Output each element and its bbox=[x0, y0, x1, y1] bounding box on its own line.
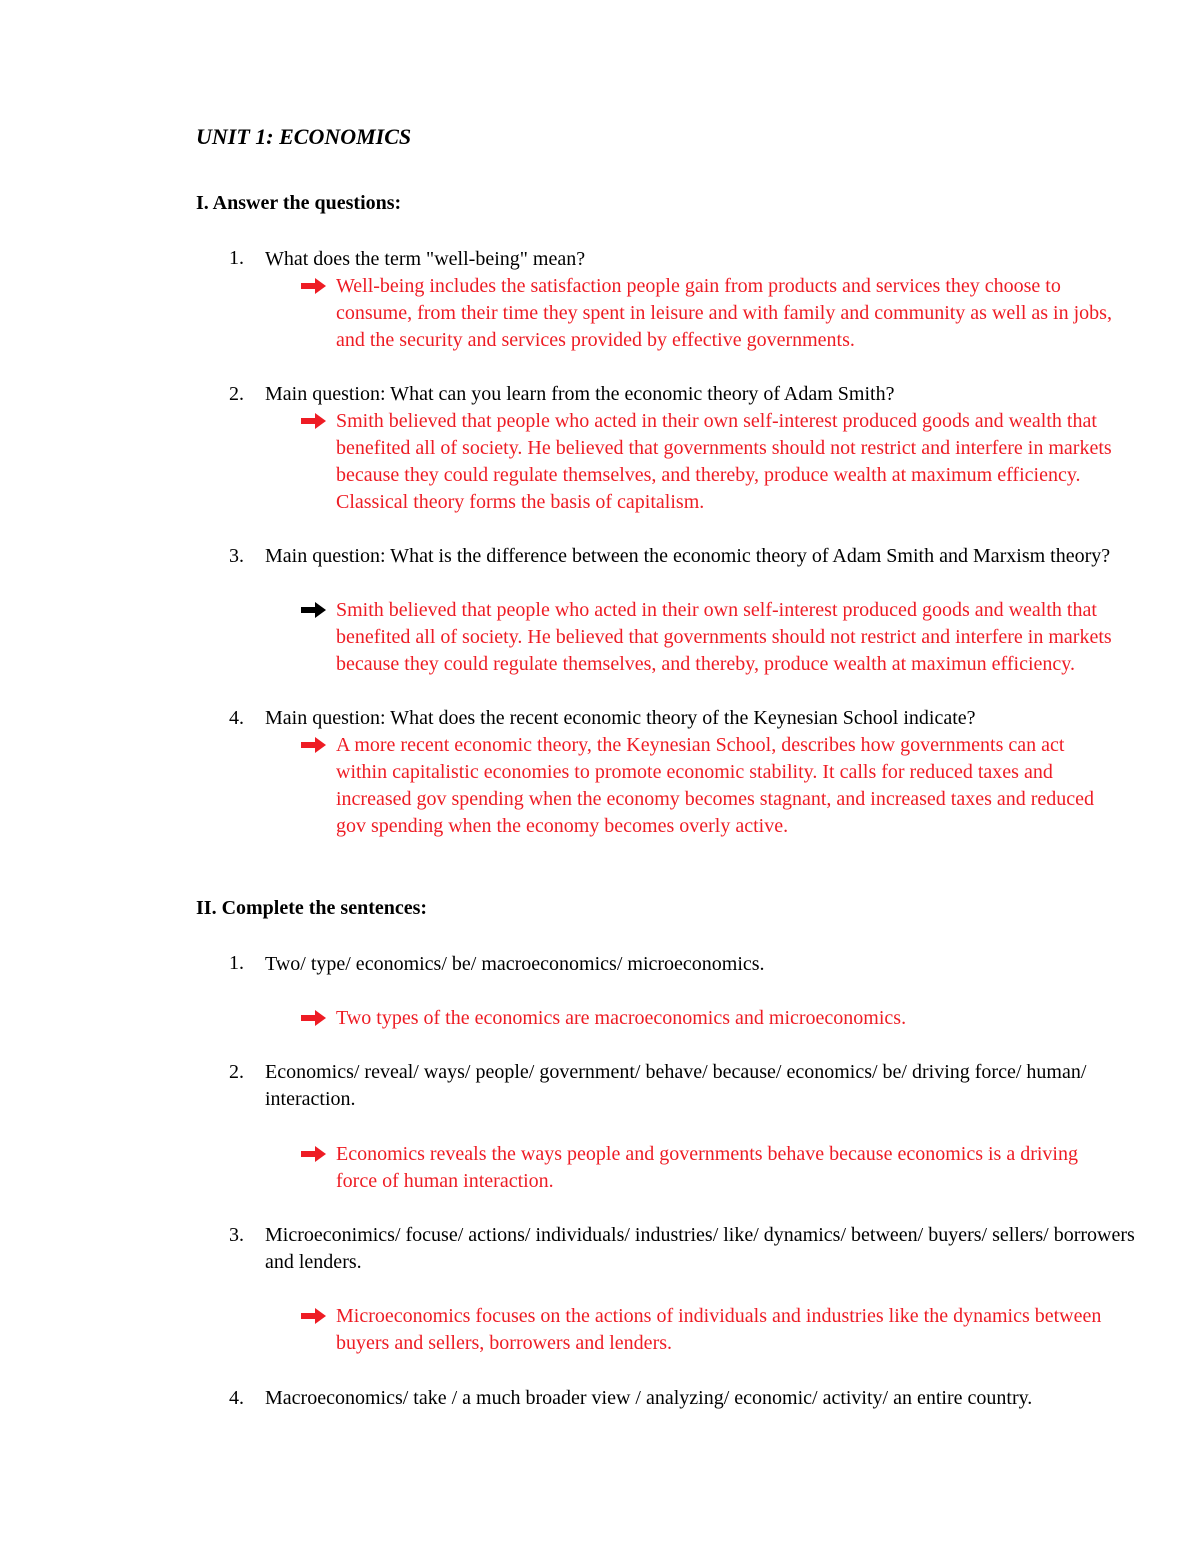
right-arrow-icon bbox=[300, 1144, 328, 1164]
right-arrow-icon bbox=[300, 600, 328, 620]
prompt-text: Economics/ reveal/ ways/ people/ government/ behave/ because/ economics/ be/ driving force/ human/ interaction. bbox=[265, 1061, 1087, 1110]
prompt-number: 3. bbox=[229, 1224, 244, 1246]
answer-text: A more recent economic theory, the Keynesian School, describes how governments can act within capitalistic economies to promote economic stability. It calls for reduced taxes and increased gov spending when the economy becomes stagnant, and increased taxes and reduced gov spending when the economy becomes overly active. bbox=[336, 734, 1095, 837]
question-number: 4. bbox=[229, 707, 244, 729]
question-text: Main question: What does the recent economic theory of the Keynesian School indicate? bbox=[265, 707, 976, 729]
prompt-number: 1. bbox=[229, 952, 244, 974]
question-text: Main question: What is the difference between the economic theory of Adam Smith and Marxism theory? bbox=[265, 545, 1111, 567]
question-number: 3. bbox=[229, 545, 244, 567]
question-number: 1. bbox=[229, 247, 244, 269]
answer-text: Smith believed that people who acted in their own self-interest produced goods and wealth that benefited all of society. He believed that governments should not restrict and interfere in markets because they could regulate themselves, and thereby, produce wealth at maximum efficiency. Classical theory forms the basis of capitalism. bbox=[336, 410, 1112, 513]
page-title: UNIT 1: ECONOMICS bbox=[196, 124, 412, 149]
answer-text: Microeconomics focuses on the actions of individuals and industries like the dynamics between buyers and sellers, borrowers and lenders. bbox=[336, 1305, 1102, 1354]
prompt-number: 4. bbox=[229, 1387, 244, 1409]
prompt-text: Microeconimics/ focuse/ actions/ individuals/ industries/ like/ dynamics/ between/ buyers/ sellers/ borrowers and lenders. bbox=[265, 1224, 1135, 1273]
answer-text: Economics reveals the ways people and governments behave because economics is a driving force of human interaction. bbox=[336, 1143, 1078, 1192]
question-text: What does the term "well-being" mean? bbox=[265, 248, 586, 270]
prompt-number: 2. bbox=[229, 1061, 244, 1083]
right-arrow-icon bbox=[300, 276, 328, 296]
right-arrow-icon bbox=[300, 735, 328, 755]
question-number: 2. bbox=[229, 383, 244, 405]
right-arrow-icon bbox=[300, 1306, 328, 1326]
answer-text: Well-being includes the satisfaction people gain from products and services they choose to consume, from their time they spent in leisure and with family and community as well as in jobs, and the security and services provided by effective governments. bbox=[336, 275, 1112, 351]
answer-text: Smith believed that people who acted in their own self-interest produced goods and wealth that benefited all of society. He believed that governments should not restrict and interfere in markets because they could regulate themselves, and thereby, produce wealth at maximun efficiency. bbox=[336, 599, 1112, 675]
question-text: Main question: What can you learn from the economic theory of Adam Smith? bbox=[265, 383, 895, 405]
right-arrow-icon bbox=[300, 411, 328, 431]
prompt-text: Macroeconomics/ take / a much broader view / analyzing/ economic/ activity/ an entire country. bbox=[265, 1387, 1033, 1409]
right-arrow-icon bbox=[300, 1008, 328, 1028]
answer-text: Two types of the economics are macroeconomics and microeconomics. bbox=[336, 1007, 907, 1029]
section-heading-answer-questions: I. Answer the questions: bbox=[196, 192, 402, 214]
prompt-text: Two/ type/ economics/ be/ macroeconomics/ microeconomics. bbox=[265, 953, 765, 975]
section-heading-complete-sentences: II. Complete the sentences: bbox=[196, 897, 428, 919]
